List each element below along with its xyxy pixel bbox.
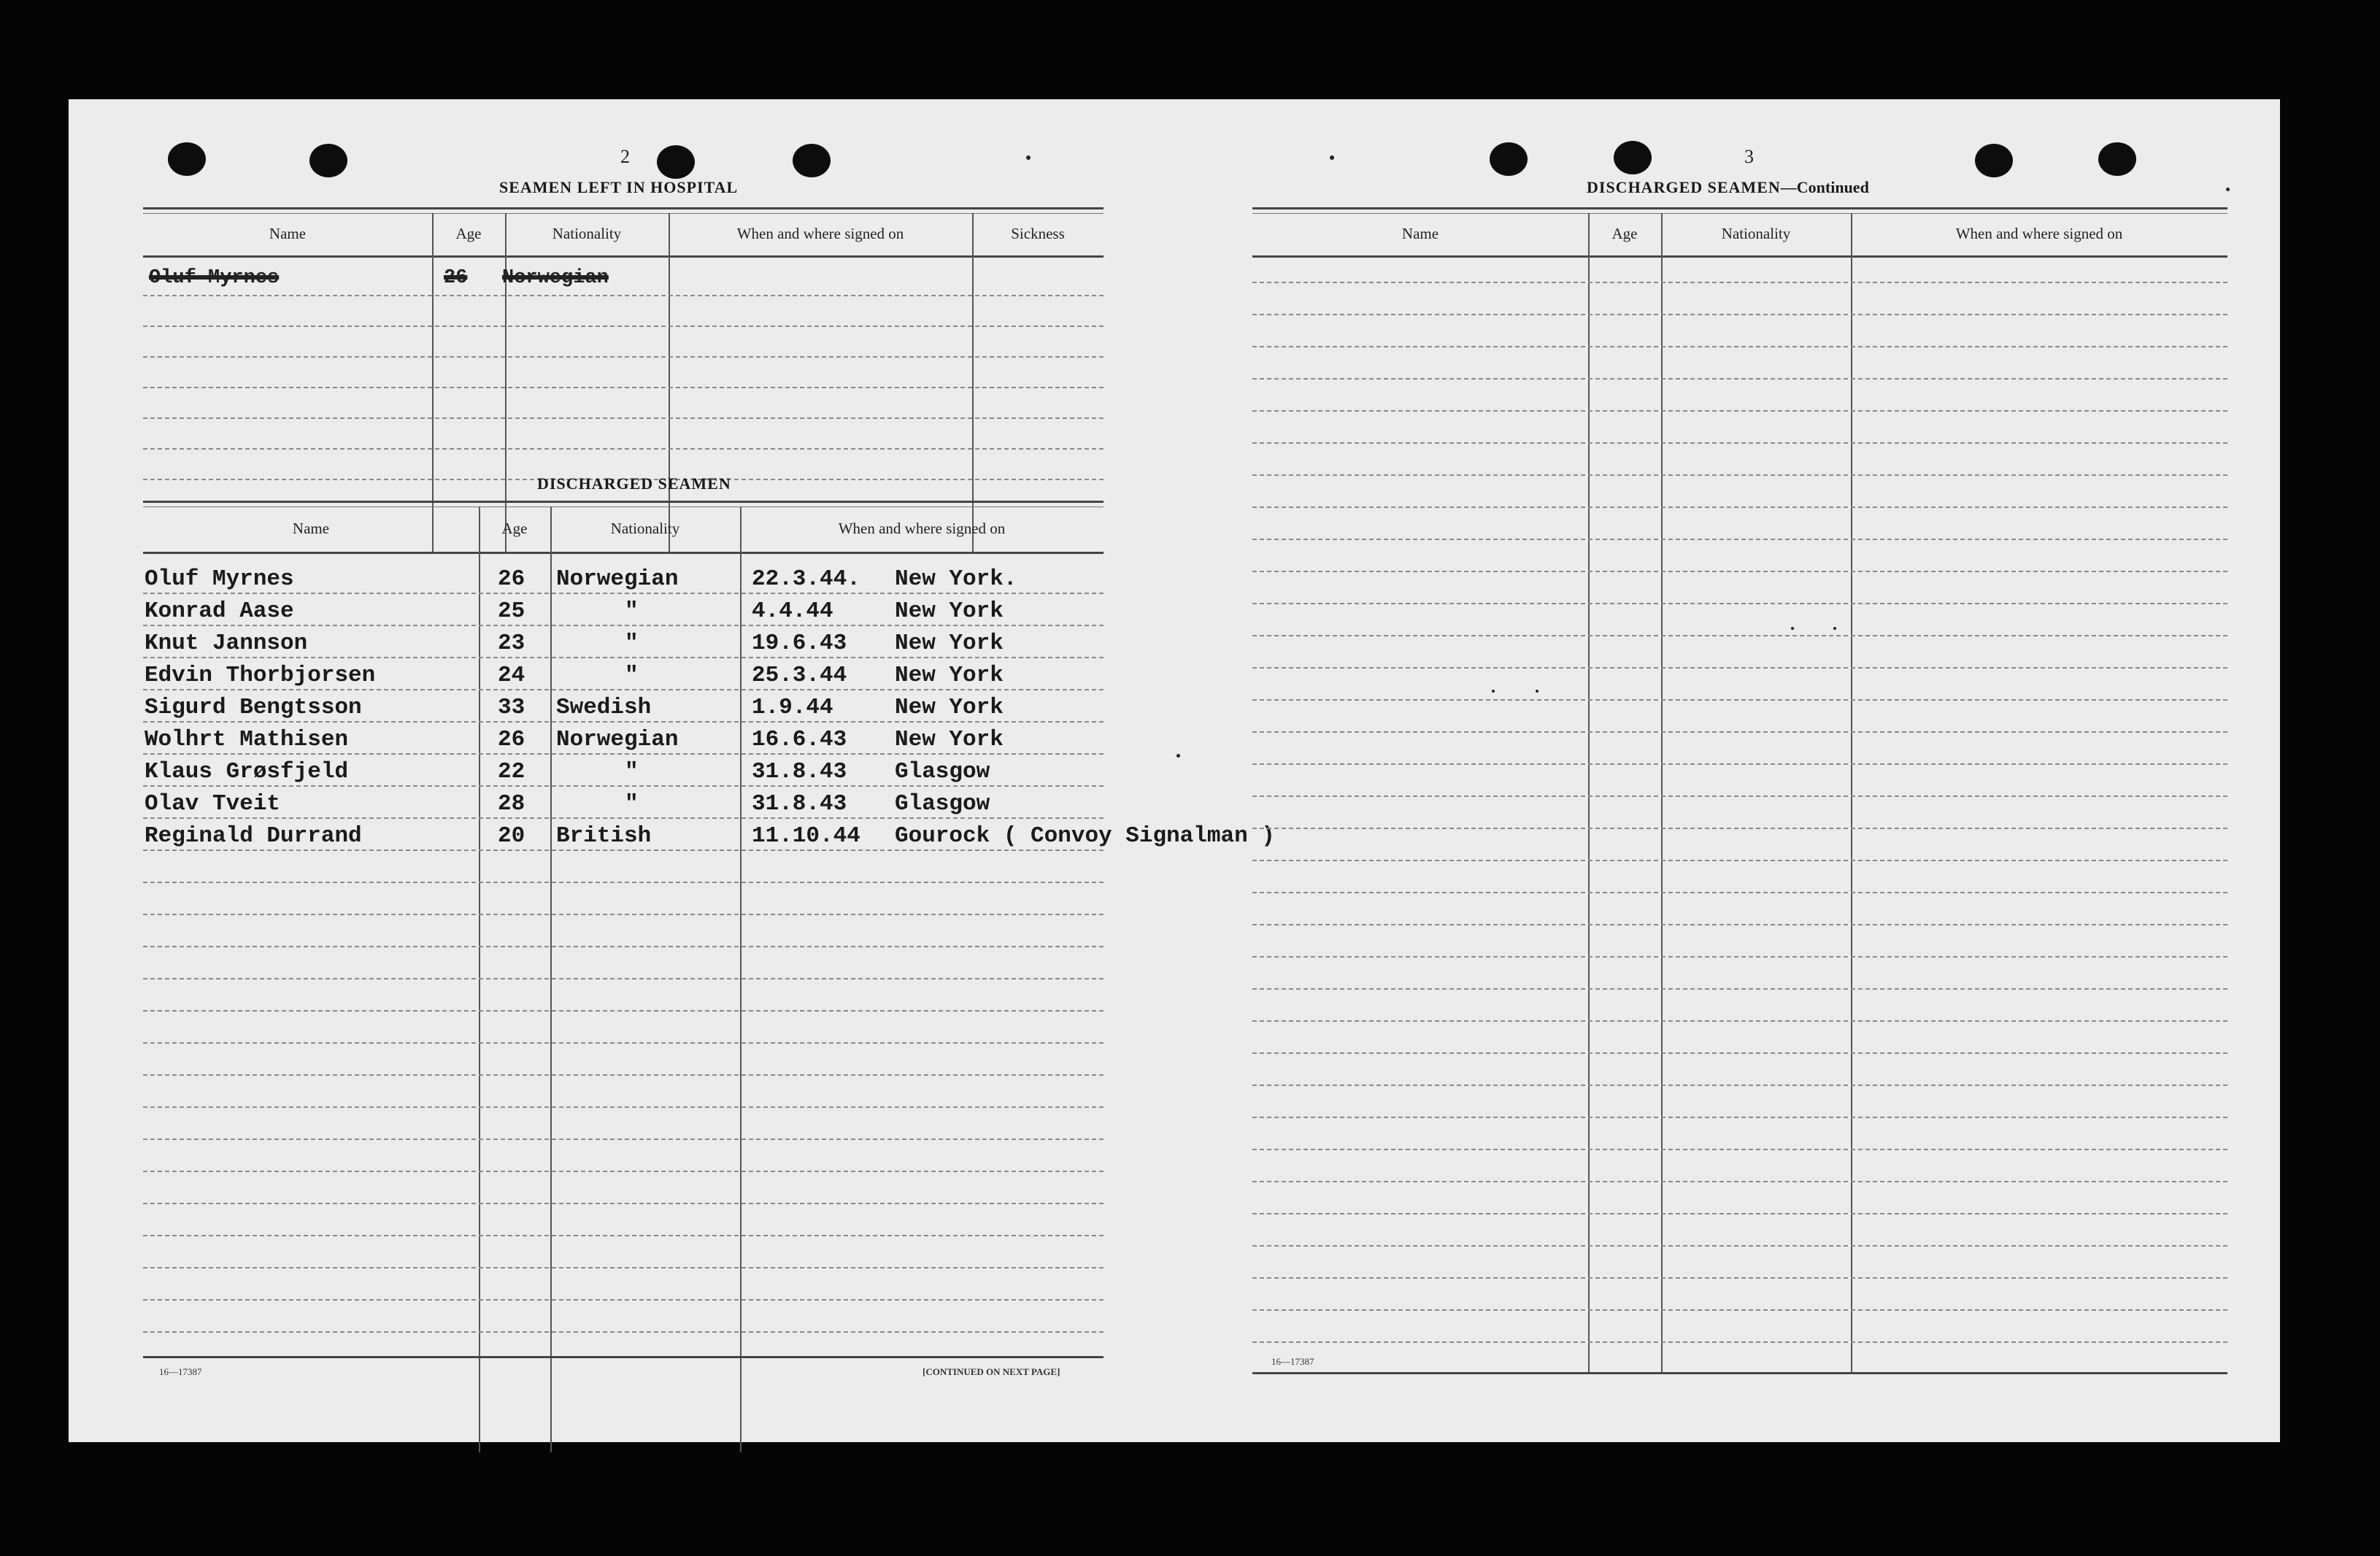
right-row-line [1252,924,2227,925]
seaman-nationality: " [625,791,639,817]
right-row-line [1252,1117,2227,1118]
hospital-section-title: SEAMEN LEFT IN HOSPITAL [499,178,739,196]
punch-hole [309,144,347,177]
seaman-nationality: " [625,759,639,785]
hospital-row-line [143,448,1104,450]
right-row-line [1252,796,2227,797]
discharged-row-line [143,593,1104,594]
punch-hole [1490,142,1528,176]
discharged-row-line [143,689,1104,690]
right-row-line [1252,956,2227,958]
right-row-line [1252,1020,2227,1022]
hospital-col-nationality: Nationality [552,225,622,242]
seaman-nationality: British [556,823,652,849]
hospital-row-line [143,295,1104,296]
seaman-signed-on-date: 25.3.44 [752,663,847,688]
seaman-signed-on-place: New York [895,631,1004,656]
discharged-row-line [143,1171,1104,1172]
discharged-row-line [143,657,1104,658]
right-col-divider [1851,213,1852,1374]
seaman-name: Klaus Grøsfjeld [145,759,349,785]
discharged-table-top-rule [143,501,1104,503]
right-row-line [1252,699,2227,701]
right-row-line [1252,635,2227,636]
seaman-nationality: " [625,631,639,656]
seaman-name: Olav Tveit [145,791,281,817]
seaman-signed-on-date: 4.4.44 [752,598,833,624]
right-row-line [1252,410,2227,412]
right-col-divider [1588,213,1590,1374]
paper-speck [1791,627,1794,630]
hospital-row-line [143,356,1104,358]
right-table-bottom-rule [1252,1372,2227,1374]
hospital-col-age: Age [455,225,482,242]
hospital-row-line [143,326,1104,327]
paper-speck [1536,690,1538,693]
hospital-header-rule [143,255,1104,258]
seaman-signed-on-date: 19.6.43 [752,631,847,656]
seaman-age: 26 [498,566,525,592]
hospital-row-line [143,417,1104,419]
discharged-row-line [143,946,1104,947]
right-col-signed-on: When and where signed on [1955,225,2123,242]
seaman-signed-on-place: New York [895,695,1004,720]
right-row-line [1252,1213,2227,1214]
seaman-signed-on-date: 22.3.44. [752,566,860,592]
punch-hole [657,145,695,179]
hospital-row-line [143,387,1104,388]
right-col-nationality: Nationality [1721,225,1791,242]
seaman-signed-on-place: New York. [895,566,1017,592]
right-page-number: 3 [1744,146,1754,167]
seaman-nationality: Swedish [556,695,652,720]
seaman-signed-on-place: Glasgow [895,759,990,785]
discharged-row-line [143,850,1104,851]
discharged-row-line [143,721,1104,723]
seaman-age: 22 [498,759,525,785]
right-row-line [1252,539,2227,540]
seaman-age: 28 [498,791,525,817]
right-row-line [1252,828,2227,829]
seaman-signed-on-place: New York [895,598,1004,624]
paper-speck [1833,627,1836,630]
hospital-col-name: Name [269,225,307,242]
discharged-col-name: Name [292,520,330,537]
seaman-nationality: Norwegian [556,566,679,592]
hospital-col-signed-on: When and where signed on [736,225,904,242]
right-row-line [1252,603,2227,604]
seaman-signed-on-date: 31.8.43 [752,791,847,817]
right-row-line [1252,571,2227,572]
right-row-line [1252,1309,2227,1311]
paper-speck [2226,188,2230,191]
discharged-row-line [143,1074,1104,1076]
discharged-row-line [143,914,1104,915]
seaman-signed-on-place: Glasgow [895,791,990,817]
seaman-signed-on-date: 16.6.43 [752,727,847,752]
seaman-name: Edvin Thorbjorsen [145,663,376,688]
discharged-row-line [143,1010,1104,1012]
discharged-row-line [143,1139,1104,1140]
struck-hospital-age: 26 [444,267,468,289]
ledger-sheet [69,99,2280,1442]
seaman-name: Konrad Aase [145,598,294,624]
seaman-age: 25 [498,598,525,624]
seaman-signed-on-place: New York [895,663,1004,688]
seaman-name: Oluf Myrnes [145,566,294,592]
discharged-table-bottom-rule [143,1356,1104,1358]
seaman-nationality: " [625,598,639,624]
punch-hole [793,144,831,177]
discharged-row-line [143,1042,1104,1044]
right-row-line [1252,1149,2227,1150]
discharged-row-line [143,1267,1104,1268]
hospital-table-top-rule [143,207,1104,209]
seaman-nationality: " [625,663,639,688]
right-title-main: DISCHARGED SEAMEN [1587,178,1781,196]
right-row-line [1252,474,2227,476]
paper-speck [1026,155,1031,160]
struck-hospital-name: Oluf Myrnes [149,267,280,289]
seaman-signed-on-place: Gourock ( Convoy Signalman ) [895,823,1275,849]
seaman-signed-on-date: 1.9.44 [752,695,833,720]
punch-hole [2098,142,2136,176]
right-row-line [1252,860,2227,861]
right-table-top-rule [1252,213,2227,214]
seaman-age: 33 [498,695,525,720]
discharged-row-line [143,785,1104,787]
right-header-rule [1252,255,2227,258]
punch-hole [1975,144,2013,177]
right-row-line [1252,1245,2227,1247]
seaman-nationality: Norwegian [556,727,679,752]
right-row-line [1252,1277,2227,1279]
discharged-row-line [143,817,1104,819]
seaman-signed-on-place: New York [895,727,1004,752]
right-row-line [1252,763,2227,765]
seaman-age: 23 [498,631,525,656]
right-row-line [1252,892,2227,893]
struck-hospital-nationality: Norwegian [502,267,609,289]
right-row-line [1252,442,2227,444]
right-row-line [1252,1181,2227,1182]
right-row-line [1252,1085,2227,1086]
discharged-row-line [143,753,1104,755]
discharged-row-line [143,625,1104,626]
discharged-row-line [143,1299,1104,1301]
discharged-section-title: DISCHARGED SEAMEN [537,474,731,493]
punch-hole [168,142,206,176]
discharged-row-line [143,1106,1104,1108]
right-col-divider [1661,213,1663,1374]
continued-note: [CONTINUED ON NEXT PAGE] [923,1366,1060,1377]
paper-speck [1176,754,1180,758]
right-row-line [1252,378,2227,380]
discharged-col-divider [479,507,480,1452]
right-row-line [1252,667,2227,669]
right-row-line [1252,1052,2227,1054]
discharged-col-divider [550,507,552,1452]
hospital-table-top-rule [143,213,1104,214]
paper-speck [1492,690,1495,693]
discharged-row-line [143,1331,1104,1333]
discharged-col-signed-on: When and where signed on [838,520,1006,537]
discharged-col-nationality: Nationality [610,520,680,537]
right-row-line [1252,282,2227,283]
seaman-name: Wolhrt Mathisen [145,727,349,752]
discharged-col-age: Age [501,520,528,537]
seaman-age: 26 [498,727,525,752]
seaman-name: Knut Jannson [145,631,308,656]
right-section-title [1587,178,1869,197]
right-col-age: Age [1611,225,1638,242]
seaman-age: 20 [498,823,525,849]
left-form-number: 16—17387 [159,1366,202,1377]
right-table-top-rule [1252,207,2227,209]
discharged-col-divider [740,507,742,1452]
right-row-line [1252,1341,2227,1343]
punch-hole [1614,141,1652,174]
right-title-suffix: —Continued [1780,178,1869,196]
right-row-line [1252,314,2227,315]
hospital-col-sickness: Sickness [1011,225,1065,242]
right-form-number: 16—17387 [1271,1356,1314,1367]
seaman-age: 24 [498,663,525,688]
discharged-row-line [143,1235,1104,1236]
discharged-header-rule [143,552,1104,554]
right-row-line [1252,988,2227,990]
paper-speck [1330,155,1334,160]
right-row-line [1252,731,2227,733]
right-row-line [1252,507,2227,508]
seaman-name: Sigurd Bengtsson [145,695,362,720]
discharged-row-line [143,1203,1104,1204]
right-col-name: Name [1401,225,1439,242]
discharged-row-line [143,978,1104,979]
left-page-number: 2 [620,146,630,167]
right-row-line [1252,346,2227,347]
discharged-row-line [143,882,1104,883]
seaman-signed-on-date: 11.10.44 [752,823,860,849]
seaman-signed-on-date: 31.8.43 [752,759,847,785]
seaman-name: Reginald Durrand [145,823,362,849]
